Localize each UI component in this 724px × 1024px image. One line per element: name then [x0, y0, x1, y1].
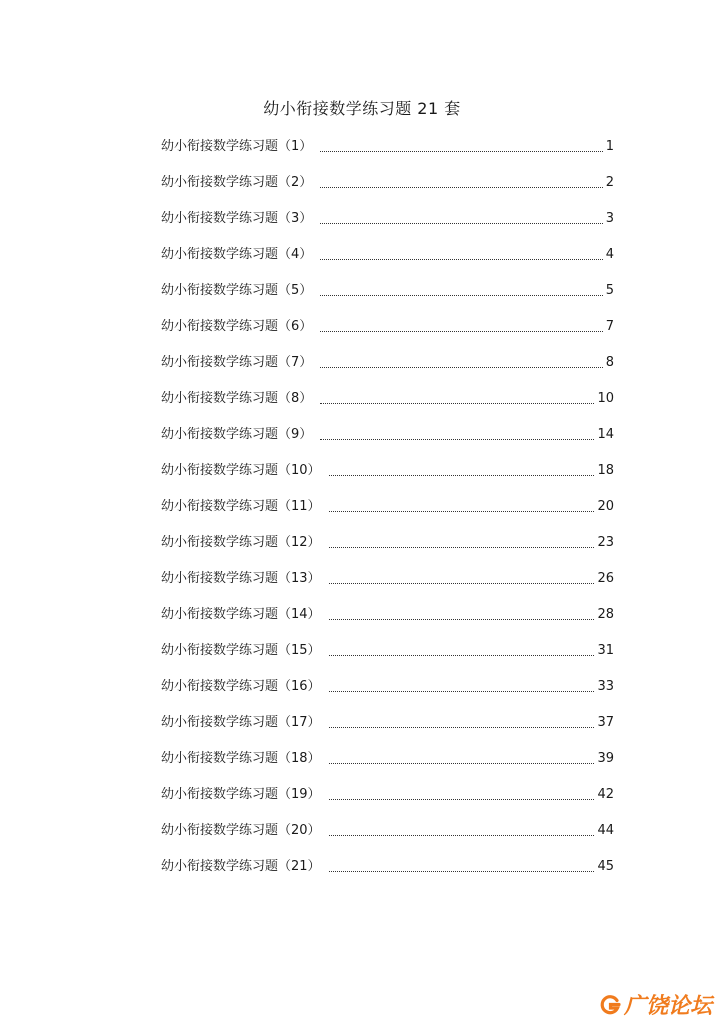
toc-entry-page-number: 28: [597, 607, 614, 622]
toc-dot-leader: [329, 762, 595, 764]
toc-dot-leader: [329, 870, 595, 872]
toc-entry-page-number: 18: [597, 463, 614, 478]
toc-entry-page-number: 5: [605, 283, 614, 298]
toc-entry-page-number: 31: [597, 643, 614, 658]
toc-entry-page-number: 1: [605, 139, 614, 154]
forum-logo-icon: [598, 993, 622, 1017]
toc-entry[interactable]: [161, 348, 614, 384]
toc-entry-label: 幼小衔接数学练习题（14）: [161, 607, 321, 622]
toc-entry-label: 幼小衔接数学练习题（8）: [161, 391, 313, 406]
toc-entry[interactable]: [161, 168, 614, 204]
toc-entry-page-number: 4: [605, 247, 614, 262]
toc-entry[interactable]: [161, 564, 614, 600]
toc-dot-leader: [329, 474, 595, 476]
toc-entry[interactable]: [161, 492, 614, 528]
toc-entry-label: 幼小衔接数学练习题（11）: [161, 499, 321, 514]
toc-entry[interactable]: [161, 708, 614, 744]
toc-entry-label: 幼小衔接数学练习题（19）: [161, 787, 321, 802]
toc-entry-label: 幼小衔接数学练习题（16）: [161, 679, 321, 694]
table-of-contents: [161, 132, 614, 888]
toc-entry-page-number: 45: [597, 859, 614, 874]
toc-entry-label: 幼小衔接数学练习题（2）: [161, 175, 313, 190]
toc-entry[interactable]: [161, 672, 614, 708]
toc-entry[interactable]: [161, 276, 614, 312]
toc-entry-page-number: 10: [597, 391, 614, 406]
toc-dot-leader: [329, 690, 595, 692]
toc-entry-label: 幼小衔接数学练习题（3）: [161, 211, 313, 226]
toc-dot-leader: [320, 186, 602, 188]
toc-entry[interactable]: [161, 132, 614, 168]
toc-dot-leader: [320, 222, 602, 224]
toc-entry-page-number: 33: [597, 679, 614, 694]
toc-dot-leader: [320, 150, 602, 152]
toc-entry-page-number: 37: [597, 715, 614, 730]
toc-entry[interactable]: [161, 528, 614, 564]
toc-entry[interactable]: [161, 744, 614, 780]
toc-entry-page-number: 3: [605, 211, 614, 226]
toc-entry[interactable]: [161, 204, 614, 240]
toc-dot-leader: [320, 294, 602, 296]
toc-entry-label: 幼小衔接数学练习题（4）: [161, 247, 313, 262]
toc-entry[interactable]: [161, 780, 614, 816]
toc-entry-label: 幼小衔接数学练习题（13）: [161, 571, 321, 586]
toc-entry-label: 幼小衔接数学练习题（1）: [161, 139, 313, 154]
toc-entry-label: 幼小衔接数学练习题（12）: [161, 535, 321, 550]
toc-entry-label: 幼小衔接数学练习题（5）: [161, 283, 313, 298]
toc-entry-page-number: 42: [597, 787, 614, 802]
toc-entry-label: 幼小衔接数学练习题（15）: [161, 643, 321, 658]
toc-entry-label: 幼小衔接数学练习题（18）: [161, 751, 321, 766]
toc-entry[interactable]: [161, 816, 614, 852]
toc-entry[interactable]: [161, 240, 614, 276]
toc-dot-leader: [320, 438, 594, 440]
watermark: [598, 989, 712, 1020]
toc-dot-leader: [329, 654, 595, 656]
toc-entry-page-number: 23: [597, 535, 614, 550]
toc-dot-leader: [320, 330, 602, 332]
toc-entry-page-number: 2: [605, 175, 614, 190]
toc-dot-leader: [329, 798, 595, 800]
document-title: 幼小衔接数学练习题 21 套: [263, 99, 461, 118]
toc-dot-leader: [320, 258, 602, 260]
toc-entry-label: 幼小衔接数学练习题（6）: [161, 319, 313, 334]
toc-entry-label: 幼小衔接数学练习题（10）: [161, 463, 321, 478]
toc-entry-label: 幼小衔接数学练习题（17）: [161, 715, 321, 730]
toc-entry-page-number: 20: [597, 499, 614, 514]
toc-entry-page-number: 26: [597, 571, 614, 586]
toc-entry-page-number: 44: [597, 823, 614, 838]
toc-entry[interactable]: [161, 636, 614, 672]
toc-entry-page-number: 8: [605, 355, 614, 370]
toc-entry-label: 幼小衔接数学练习题（7）: [161, 355, 313, 370]
toc-dot-leader: [320, 402, 594, 404]
toc-dot-leader: [320, 366, 602, 368]
toc-entry[interactable]: [161, 852, 614, 888]
toc-entry[interactable]: [161, 312, 614, 348]
toc-dot-leader: [329, 726, 595, 728]
toc-entry-label: 幼小衔接数学练习题（9）: [161, 427, 313, 442]
toc-dot-leader: [329, 510, 595, 512]
toc-entry[interactable]: [161, 600, 614, 636]
toc-entry-page-number: 7: [605, 319, 614, 334]
toc-entry[interactable]: [161, 384, 614, 420]
toc-entry-page-number: 14: [597, 427, 614, 442]
toc-entry-page-number: 39: [597, 751, 614, 766]
toc-entry-label: 幼小衔接数学练习题（20）: [161, 823, 321, 838]
toc-dot-leader: [329, 618, 595, 620]
toc-entry[interactable]: [161, 420, 614, 456]
toc-dot-leader: [329, 582, 595, 584]
toc-dot-leader: [329, 834, 595, 836]
toc-entry[interactable]: [161, 456, 614, 492]
toc-dot-leader: [329, 546, 595, 548]
watermark-text: 广饶论坛: [623, 994, 712, 1019]
toc-entry-label: 幼小衔接数学练习题（21）: [161, 859, 321, 874]
